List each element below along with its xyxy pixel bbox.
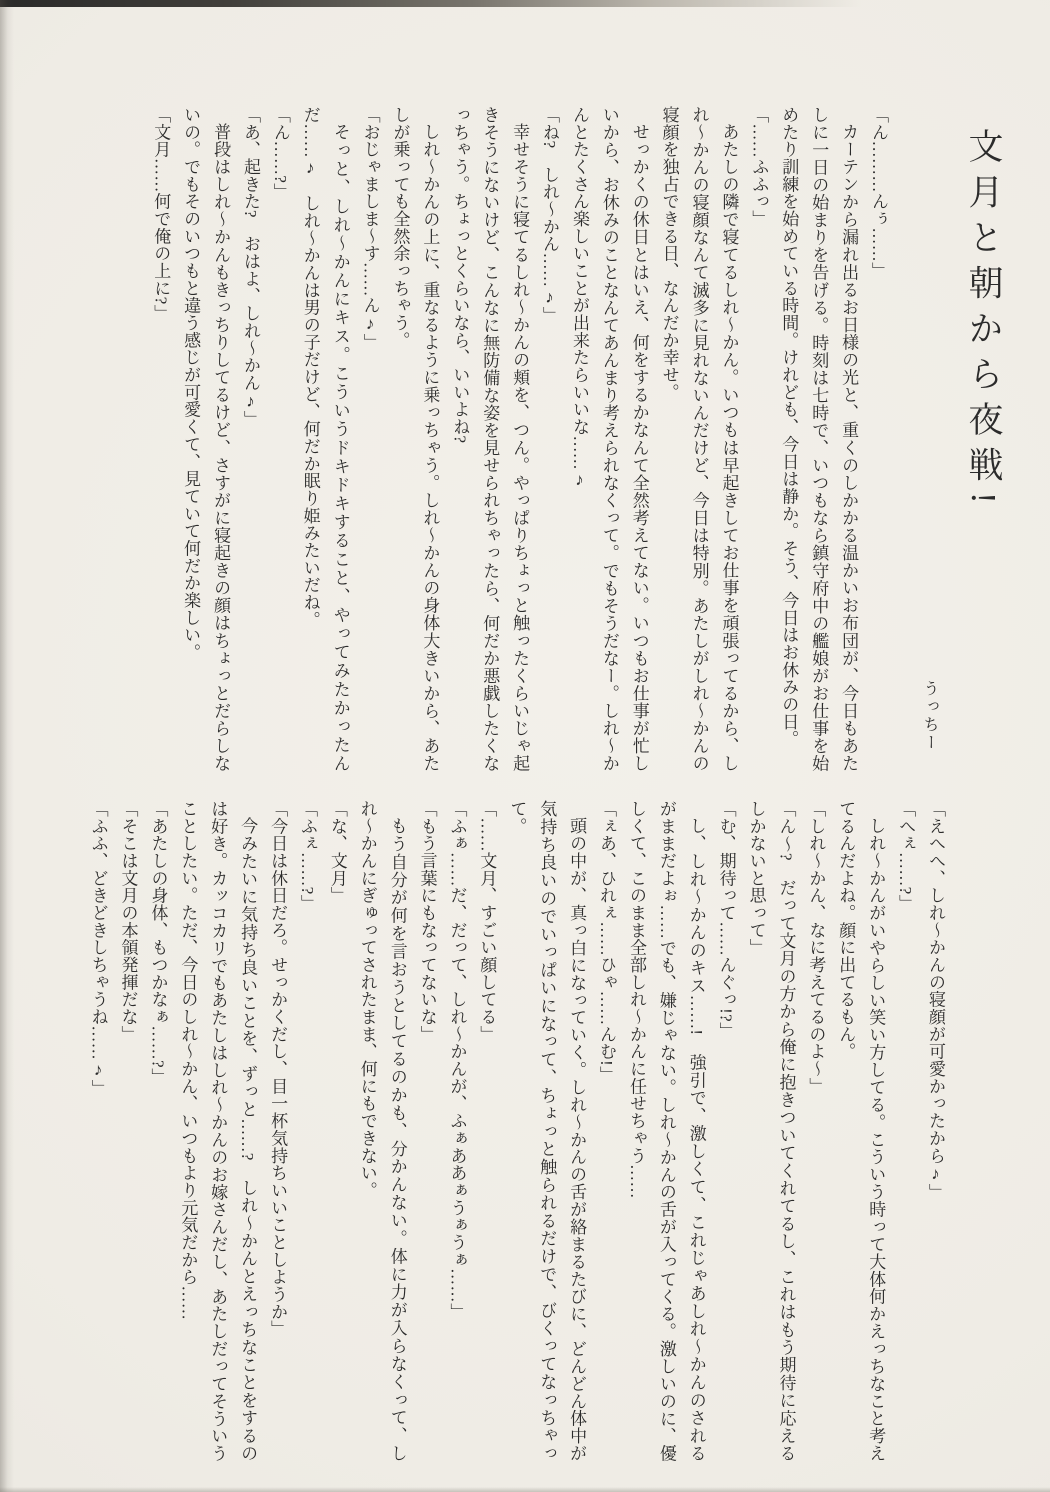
narration-paragraph: 頭の中が、真っ白になっていく。しれ〜かんの舌が絡まるたびに、どんどん体中が気持ち良いのでいっぱいになって、ちょっと触られるだけで、びくってなっちゃって。 [507,800,587,1462]
dialogue-line: 「文月……何で俺の上に?」 [151,106,171,322]
narration-paragraph: 今みたいに気持ち良いことを、ずっと……? しれ〜かんとえっちなことをするのは好き。カッコカリでもあたしはしれ〜かんのお嫁さんだし、あたしだってそういうことしたい。ただ、今日のしれ〜かん、いつもより元気だから…… [178,800,258,1462]
dialogue-line: 「そこは文月の本領発揮だな」 [118,800,138,1043]
dialogue-line: 「ん……?」 [270,106,290,201]
narration-paragraph: し、しれ〜かんのキス……! 強引で、激しくて、これじゃあしれ〜かんのされるがままだよぉ……でも、嫌じゃない。しれ〜かんの舌が入ってくる。激しいのに、優しくて、このまま全部しれ〜かんに任せちゃう…… [626,800,706,1462]
narration-paragraph: しれ〜かんがいやらしい笑い方してる。こういう時って大体何かえっちなこと考えてるんだよね。顔に出てるもん。 [836,800,886,1462]
dialogue-line: 「おじゃましま〜す……ん♪」 [360,106,380,351]
dialogue-line: 「しれ〜かん、なに考えてるのよ〜」 [806,800,826,1095]
dialogue-line: 「ね? しれ〜かん……♪」 [540,106,560,324]
dialogue-line: 「む、期待って……んぐっ!?」 [716,800,736,1040]
narration-paragraph: そっと、しれ〜かんにキス。こういうドキドキすること、やってみたかったんだ……♪ しれ〜かんは男の子だけど、何だか眠り姫みたいだね。 [300,106,350,772]
dialogue-line: 「ん〜? だって文月の方から俺に抱きついてくれてるし、これはもう期待に応えるしかないと思って」 [746,800,796,1462]
narration-paragraph: もう自分が何を言おうとしてるのかも、分かんない。体に力が入らなくって、しれ〜かんにぎゅってされたまま、何にもできない。 [357,800,407,1462]
dialogue-line: 「……ふふっ」 [749,106,769,228]
dialogue-line: 「あたしの身体、もつかなぁ……?」 [148,800,168,1086]
dialogue-line: 「ふぁ……だ、だって、しれ〜かんが、ふぁああぁうぁうぁ……」 [447,800,467,1321]
story-opening-block [145,106,1024,772]
scan-artifact-left-edge [0,0,14,1492]
author-credit: うっちー [921,680,938,752]
narration-paragraph: せっかくの休日とはいえ、何をするかなんて全然考えてない。いつもお仕事が忙しいから、お休みのことなんてあんまり考えられなくって。でもそうだなー。しれ〜かんとたくさん楽しいことが出来たらいいな……♪ [569,106,649,772]
dialogue-line: 「な、文月」 [327,800,347,905]
story-continuation-block [83,800,950,1462]
dialogue-line: 「あ、起きた? おはよ、しれ〜かん♪」 [240,106,260,429]
dialogue-line: 「ぇあ、ひれぇ……ひゃ……んむ!」 [597,800,617,1084]
narration-paragraph: あたしの隣で寝てるしれ〜かん。いつもは早起きしてお仕事を頑張ってるから、しれ〜かんの寝顔なんて滅多に見れないんだけど、今日は特別。あたしがしれ〜かんの寝顔を独占できる日、なんだか幸せ。 [659,106,739,772]
narration-paragraph: 普段はしれ〜かんもきっちりしてるけど、さすがに寝起きの顔はちょっとだらしないの。でもそのいつもと違う感じが可愛くて、見ていて何だか楽しい。 [181,106,231,772]
scan-artifact-bottom-edge [0,1487,1050,1492]
narration-paragraph: しれ〜かんの上に、重なるように乗っちゃう。しれ〜かんの身体大きいから、あたしが乗っても全然余っちゃう。 [390,106,440,772]
story-title: 文月と朝から夜戦! [964,128,1003,515]
dialogue-line: 「えへへ、しれ〜かんの寝顔が可愛かったから♪」 [926,800,945,1201]
scan-artifact-top-edge [0,0,1050,7]
dialogue-line: 「ん………んぅ……」 [869,106,888,280]
dialogue-line: 「今日は休日だろ。せっかくだし、目一杯気持ちいいことしようか」 [268,800,288,1338]
narration-paragraph: 幸せそうに寝てるしれ〜かんの頬を、つん。やっぱりちょっと触ったくらいじゃ起きそうにないけど、こんなに無防備な姿を見せられちゃったら、何だか悪戯したくなっちゃう。ちょっとくらいなら、いいよね? [450,106,530,772]
dialogue-line: 「……文月、すごい顔してる」 [477,800,497,1043]
dialogue-line: 「へぇ……?」 [896,800,916,912]
narration-paragraph: カーテンから漏れ出るお日様の光と、重くのしかかる温かいお布団が、今日もあたしに一日の始まりを告げる。時刻は七時で、いつもなら鎮守府中の艦娘がお仕事を始めたり訓練を始めている時間。けれども、今日は静か。そう、今日はお休みの日。 [779,106,859,772]
dialogue-line: 「ふふ、どきどきしちゃうね……♪」 [88,800,108,1097]
dialogue-line: 「ふぇ……?」 [297,800,317,912]
dialogue-line: 「もう言葉にもなってないな」 [417,800,437,1043]
